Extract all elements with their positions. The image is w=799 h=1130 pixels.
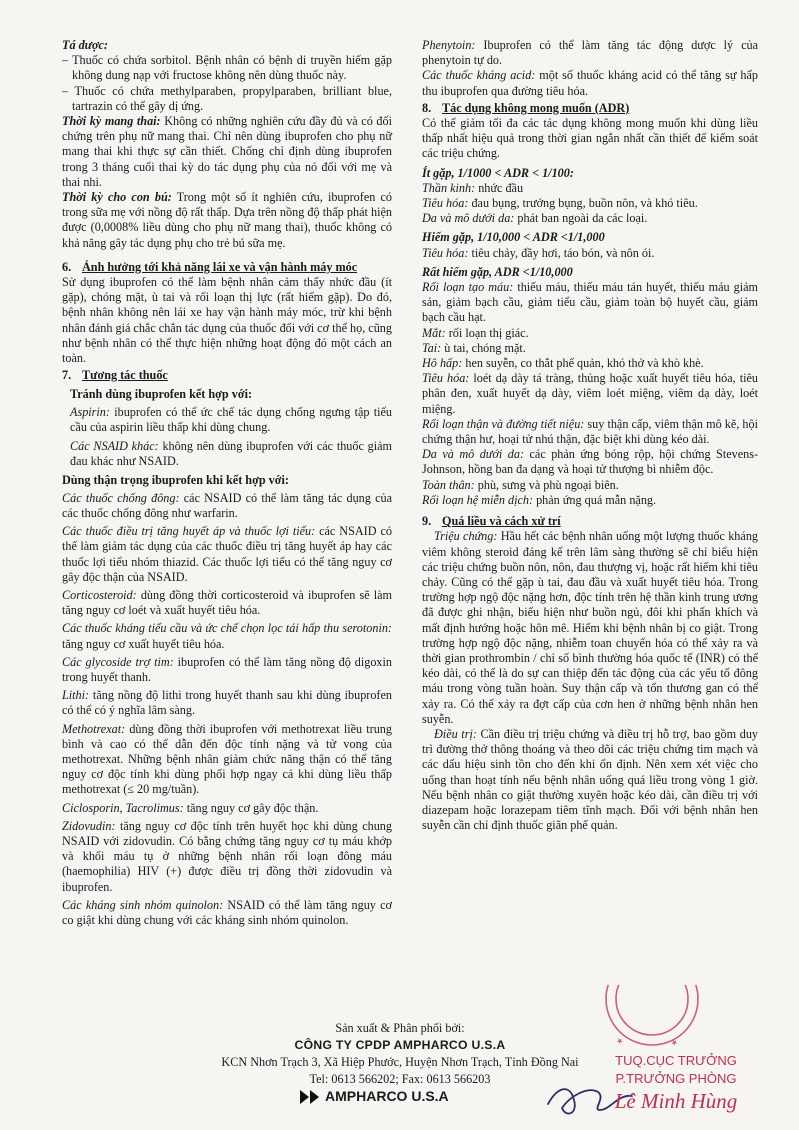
list-item	[422, 356, 758, 371]
phenytoin-paragraph	[422, 38, 758, 68]
uncommon-heading: Ít gặp, 1/1000 < ADR < 1/100:	[422, 165, 574, 180]
item-text: tiêu chảy, đầy hơi, táo bón, và nôn ói.	[468, 245, 655, 260]
list-item	[422, 341, 758, 356]
list-item	[62, 621, 392, 651]
breastfeeding-text: Trong một số ít nghiên cứu, ibuprofen có trong sữa mẹ với nồng độ rất thấp. Dựa trên nồng độ thấp phát hiện được (0,0008% liều dùng cho phụ nữ mang thai), thuốc không có khả năng gây tác dụng phụ cho trẻ bú sữa mẹ.	[62, 190, 392, 250]
item-label: Toàn thân:	[422, 477, 475, 492]
list-item	[422, 326, 758, 341]
pregnancy-paragraph	[62, 114, 392, 190]
section-title: Tác dụng không mong muốn (ADR)	[442, 100, 630, 115]
excipients-item: – Thuốc có chứa sorbitol. Bệnh nhân có bệnh di truyền hiếm gặp không dung nạp với fructose không nên dùng thuốc này.	[62, 53, 392, 83]
list-item	[62, 655, 392, 685]
approval-signature-name: Lê Minh Hùng	[614, 1089, 738, 1113]
interaction-label: Các thuốc kháng acid:	[422, 68, 536, 83]
item-label: Da và mô dưới da:	[422, 211, 515, 226]
brand-name: AMPHARCO U.S.A	[325, 1088, 449, 1104]
item-label: Tiêu hóa:	[422, 245, 469, 260]
item-label: Mắt:	[422, 325, 446, 340]
interaction-text: một số thuốc kháng acid có thể tăng sự hấp thu ibuprofen qua đường tiêu hóa.	[422, 68, 758, 98]
item-text: các phản ứng bóng rộp, hội chứng Stevens-Johnson, hồng ban đa dạng và hoại tử thượng bì nhiễm độc.	[422, 447, 758, 477]
list-item	[62, 588, 392, 618]
svg-text:★: ★	[614, 1035, 626, 1047]
list-item	[422, 417, 758, 447]
section-8-text: Có thể giảm tối đa các tác dụng không mong muốn khi dùng liều thấp nhất hiệu quả trong thời gian ngắn nhất cần thiết để kiểm soát các triệu chứng.	[422, 116, 758, 161]
item-text: thiếu máu, thiếu máu tán huyết, thiếu máu giảm sản, giảm bạch cầu, giảm tiểu cầu, giảm toàn bộ huyết cầu, giảm bạch cầu hạt.	[422, 280, 758, 325]
interaction-label: Aspirin:	[70, 404, 110, 419]
list-item	[62, 898, 392, 928]
symptoms-paragraph	[422, 529, 758, 727]
item-text: các NSAID có thể làm tăng tác dụng của các thuốc chống đông như warfarin.	[62, 490, 392, 520]
interaction-label: Các NSAID khác:	[70, 439, 159, 454]
interaction-text: không nên dùng ibuprofen với các thuốc giảm đau khác như NSAID.	[70, 439, 392, 469]
symptoms-text: Hầu hết các bệnh nhân uống một lượng thuốc kháng viêm không steroid đáng kể trên lâm sàng thường sẽ chỉ biểu hiện các triệu chứng buồn nôn, nôn, đau thượng vị, hoặc rất hiếm khi tiêu chảy. Cũng có thể gặp ù tai, đau đầu và xuất huyết tiêu hóa. Trong trường hợp ngộ độc nặng hơn, độc tính trên hệ thần kinh trung ương đã được ghi nhận, biểu hiện như buồn ngủ, đôi khi phấn khích và mất định hướng hoặc hôn mê. Hiếm khi bệnh nhân bị co giật. Trong trường hợp ngộ độc nặng, nhiễm toan chuyển hóa có thể xảy ra và thời gian prothrombin / chỉ số bình thường hóa quốc tế (INR) có thể kéo dài, có thể là do sự can thiệp đến tác động của các yếu tố đông máu trong vòng tuần hoàn. Suy thận cấp và tổn thương gan có thể xảy ra. Có thể xảy ra đợt cấp của cơn hen ở những bệnh nhân hen suyễn.	[422, 529, 759, 726]
interaction-label: Phenytoin:	[422, 38, 476, 52]
item-text: tăng nguy cơ độc tính trên huyết học khi dùng chung NSAID với zidovudin. Có bằng chứng tăng nguy cơ tụ máu khớp và khối máu tụ ở những bệnh nhân rối loạn đông máu (haemophilia) HIV (+) được điều trị đồng thời zidovudin và ibuprofen.	[62, 818, 392, 894]
footer-intro: Sản xuất & Phân phối bởi:	[335, 1021, 465, 1035]
item-text: các NSAID có thể làm giảm tác dụng của các thuốc điều trị tăng huyết áp hay các thuốc lợi tiểu nhóm thiazid. Các thuốc lợi tiểu có thể tăng nguy cơ gây độc thận của NSAID.	[62, 524, 392, 584]
item-text: tăng nguy cơ gây độc thận.	[183, 800, 319, 815]
section-9-heading	[422, 514, 758, 529]
list-item	[422, 478, 758, 493]
item-label: Zidovudin:	[62, 818, 116, 833]
section-title: Ảnh hưởng tới khả năng lái xe và vận hành máy móc	[82, 259, 358, 274]
list-item	[62, 801, 392, 816]
treatment-text: Cần điều trị triệu chứng và điều trị hỗ trợ, bao gồm duy trì đường thở thông thoáng và theo dõi các triệu chứng tim mạch và các dấu hiệu sinh tồn cho đến khi ổn định. Nên xem xét việc cho uống than hoạt tính nếu bệnh nhân uống quá liều trong vòng 1 giờ. Nếu bệnh nhân co giật thường xuyên hoặc kéo dài, cần điều trị với diazepam hoặc lorazepam tiêm tĩnh mạch. Đối với bệnh nhân hen suyễn cần chỉ định thuốc giãn phế quản.	[422, 726, 759, 833]
list-item	[422, 371, 758, 417]
breastfeeding-paragraph	[62, 190, 392, 251]
item-label: Hô hấp:	[422, 356, 463, 371]
list-item	[62, 491, 392, 521]
item-text: ù tai, chóng mặt.	[441, 340, 526, 355]
item-label: Tai:	[422, 340, 442, 355]
item-text: phát ban ngoài da các loại.	[514, 211, 648, 226]
list-item	[422, 447, 758, 477]
item-label: Rối loạn hệ miễn dịch:	[422, 492, 534, 507]
very-rare-heading: Rất hiếm gặp, ADR <1/10,000	[422, 264, 573, 279]
section-6-text: Sử dụng ibuprofen có thể làm bệnh nhân cảm thấy nhức đầu (ít gặp), chóng mặt, ù tai và rối loạn thị lực (rất hiếm gặp). Do đó, bệnh nhân không nên lái xe hay vận hành máy móc, trừ khi bệnh nhân đánh giá chắc chắn tác dụng của thuốc đối với cơ thể họ, cũng như bệnh nhân có thể thực hiện những hoạt động đó một cách an toàn.	[62, 275, 392, 366]
antacid-paragraph	[422, 68, 758, 98]
treatment-label: Điều trị:	[434, 726, 477, 741]
section-number: 8.	[422, 100, 432, 115]
section-7-heading	[62, 368, 392, 383]
list-item	[422, 246, 758, 261]
item-label: Các kháng sinh nhóm quinolon:	[62, 897, 224, 912]
section-8-heading	[422, 101, 758, 116]
left-column	[62, 38, 392, 931]
item-label: Các thuốc điều trị tăng huyết áp và thuốc lợi tiểu:	[62, 524, 316, 539]
brand-logo	[300, 1089, 449, 1104]
item-text: đau bụng, trướng bụng, buồn nôn, và khó tiêu.	[468, 196, 698, 211]
caution-list	[62, 491, 392, 931]
item-text: dùng đồng thời corticosteroid và ibuprofen sẽ làm tăng nguy cơ loét và xuất huyết tiêu hóa.	[62, 587, 392, 618]
section-number: 7.	[62, 368, 72, 383]
avoid-combination-heading: Tránh dùng ibuprofen kết hợp với:	[70, 387, 253, 402]
item-text: ibuprofen có thể làm tăng nồng độ digoxin trong huyết thanh.	[62, 654, 392, 684]
item-label: Lithi:	[62, 688, 90, 703]
interaction-text: Ibuprofen có thể làm tăng tác động dược lý của phenytoin tự do.	[422, 38, 758, 68]
item-text: phản ứng quá mẫn nặng.	[533, 492, 657, 507]
symptoms-label: Triệu chứng:	[434, 529, 498, 544]
approval-block	[576, 1052, 776, 1114]
uncommon-list	[422, 181, 758, 227]
list-item	[422, 211, 758, 226]
item-label: Thần kinh:	[422, 180, 476, 195]
interaction-text: ibuprofen có thể ức chế tác dụng chống ngưng tập tiểu cầu của aspirin liều thấp khi dùng chung.	[70, 404, 392, 434]
item-text: hen suyễn, co thắt phế quản, khó thở và khò khè.	[462, 356, 704, 371]
list-item	[422, 493, 758, 508]
item-text: tăng nguy cơ xuất huyết tiêu hóa.	[62, 636, 225, 651]
excipients-title: Tá dược:	[62, 38, 108, 52]
list-item	[422, 181, 758, 196]
ampharco-logo-icon	[300, 1090, 319, 1104]
item-label: Các thuốc chống đông:	[62, 490, 180, 505]
pregnancy-label: Thời kỳ mang thai:	[62, 114, 161, 129]
item-label: Các glycoside trợ tim:	[62, 654, 174, 669]
nsaid-paragraph	[62, 439, 392, 469]
item-text: phù, sưng và phù ngoại biên.	[474, 477, 619, 492]
rare-list	[422, 246, 758, 261]
company-address: KCN Nhơn Trạch 3, Xã Hiệp Phước, Huyện Nhơn Trạch, Tỉnh Đồng Nai	[221, 1055, 579, 1069]
approval-line-1: TUQ.CỤC TRƯỞNG	[615, 1053, 737, 1068]
pregnancy-text: Không có những nghiên cứu đầy đủ và có đối chứng trên phụ nữ mang thai. Chỉ nên dùng ibuprofen cho phụ nữ mang thai khi thực sự cần thiết. Chống chỉ định dùng ibuprofen trong 3 tháng cuối thai kỳ do tác dụng phụ của nó đối với mẹ và thai nhi.	[62, 114, 392, 189]
right-column	[422, 38, 758, 833]
item-text: loét dạ dày tá tràng, thủng hoặc xuất huyết tiêu hóa, tiêu phân đen, xuất huyết dạ dày, viêm loét miệng, viêm dạ dày, loét miệng.	[422, 371, 759, 416]
list-item	[62, 819, 392, 895]
section-title: Quá liều và cách xử trí	[442, 514, 561, 529]
company-name: CÔNG TY CPDP AMPHARCO U.S.A	[294, 1038, 506, 1052]
item-label: Rối loạn tạo máu:	[422, 280, 514, 295]
treatment-paragraph	[422, 727, 758, 833]
item-label: Ciclosporin, Tacrolimus:	[62, 800, 184, 815]
aspirin-paragraph	[62, 405, 392, 435]
section-title: Tương tác thuốc	[82, 368, 168, 383]
item-text: rối loạn thị giác.	[445, 325, 529, 340]
list-item	[62, 722, 392, 798]
item-label: Các thuốc kháng tiểu cầu và ức chế chọn lọc tái hấp thu serotonin:	[62, 621, 392, 636]
list-item	[62, 688, 392, 718]
list-item	[422, 196, 758, 211]
list-item	[62, 524, 392, 585]
item-text: tăng nồng độ lithi trong huyết thanh sau khi dùng ibuprofen có thể có ý nghĩa lâm sàng.	[62, 688, 392, 718]
list-item	[422, 280, 758, 326]
company-phone: Tel: 0613 566202; Fax: 0613 566203	[309, 1072, 491, 1086]
item-label: Rối loạn thận và đường tiết niệu:	[422, 416, 585, 431]
item-label: Tiêu hóa:	[422, 196, 469, 211]
rare-heading: Hiếm gặp, 1/10,000 < ADR <1/1,000	[422, 230, 605, 245]
approval-line-2: P.TRƯỞNG PHÒNG	[615, 1071, 737, 1086]
item-label: Corticosteroid:	[62, 587, 137, 602]
svg-text:★: ★	[669, 1036, 680, 1049]
item-text: suy thận cấp, viêm thận mô kẽ, hội chứng thận hư, hoại tử nhú thận, đặc biệt khi dùng kéo dài.	[422, 416, 758, 447]
section-number: 9.	[422, 514, 432, 529]
item-text: dùng đồng thời ibuprofen với methotrexat liều trung bình và cao có thể dẫn đến độc tính nặng và tử vong của methotrexat. Những bệnh nhân giảm chức năng thận có thể tăng nguy cơ độc tính khi dùng phối hợp ngay cả khi dùng liều thấp methotrexat (≤ 20 mg/tuần).	[62, 721, 392, 797]
item-label: Da và mô dưới da:	[422, 447, 525, 462]
breastfeeding-label: Thời kỳ cho con bú:	[62, 190, 172, 205]
item-label: Methotrexat:	[62, 721, 126, 736]
very-rare-list	[422, 280, 758, 508]
item-text: NSAID có thể làm tăng nguy cơ co giật khi dùng chung với các kháng sinh nhóm quinolon.	[62, 897, 392, 927]
caution-combination-heading: Dùng thận trọng ibuprofen khi kết hợp với:	[62, 473, 289, 488]
item-text: nhức đầu	[475, 180, 524, 195]
section-number: 6.	[62, 259, 72, 274]
item-label: Tiêu hóa:	[422, 371, 470, 386]
section-6-heading	[62, 260, 392, 275]
excipients-item: – Thuốc có chứa methylparaben, propylparaben, brilliant blue, tartrazin có thể gây dị ứng.	[62, 83, 392, 113]
